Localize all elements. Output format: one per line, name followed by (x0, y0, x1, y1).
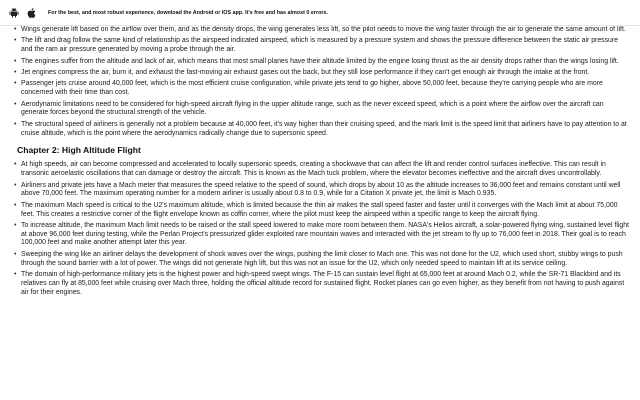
list-item: • The engines suffer from the altitude and lack of air, which means that most small planes have their altitude limited by the engine losing thrust as the air density drops rather than the wings losing lift. (14, 58, 630, 67)
list-item: • Jet engines compress the air, burn it, and exhaust the fast-moving air exhaust gases out the back, but they still lose performance if they can't get enough air through the intake at the front. (14, 69, 630, 78)
section2-bullet-list (14, 161, 630, 297)
list-item: • The domain of high-performance military jets is the highest power and high-speed swept wings. The F-15 can sustain level flight at 65,000 feet at around Mach 0.2, while the SR-71 Blackbird and its relatives can fly at 85,000 feet while cruising over Mach three, holding the official altitude record for sustained flight. Rocket planes can go even higher, as they benefit from not having to push against air for their engines. (14, 271, 630, 297)
list-item: • Airliners and private jets have a Mach meter that measures the speed relative to the speed of sound, which drops by about 10 as the altitude increases to 36,000 feet and remains constant until well above 70,000 feet. The maximum operating number for a modern airliner is usually about 0.8 to 0.9, while for a Citation X private jet, the limit is Mach 0.935. (14, 182, 630, 200)
list-item: • To increase altitude, the maximum Mach limit needs to be raised or the stall speed lowered to make more room between them. NASA's Helios aircraft, a solar-powered flying wing, sustained level flight at above 96,000 feet during testing, while the Perlan Project's pressurized glider exploited rare mountain waves and interacted with the jet stream to fly up to 76,000 feet in 2018. Their goal is to reach 100,000 feet and make another attempt later this year. (14, 222, 630, 248)
list-item: • The structural speed of airliners is generally not a problem because at 40,000 feet, it's way higher than their cruising speed, and the mark limit is the speed limit that airliners have to pay attention to at cruise altitude, which is the point where the aerodynamics radically change due to supersonic speed. (14, 121, 630, 139)
list-item: • The lift and drag follow the same kind of relationship as the airspeed indicated airspeed, which is measured by a pressure system and shows the pressure difference between the static air pressure and the ram air pressure generated by moving a probe through the air. (14, 37, 630, 55)
apple-icon[interactable] (26, 7, 38, 19)
list-item: • The maximum Mach speed is critical to the U2's maximum altitude, which is limited because the thin air makes the stall speed faster and faster until it converges with the Mach limit at about 75,000 feet. This creates a restrictive corner of the flight envelope known as coffin corner, where the pilot must keep the airspeed within a specific range to keep the aircraft flying. (14, 202, 630, 220)
list-item: • Sweeping the wing like an airliner delays the development of shock waves over the wings, pushing the limit closer to Mach one. This was not done for the U2, which used short, stubby wings to push through the sound barrier with a lot of power. The wings did not generate high lift, but this was not an issue for the U2, which only needed speed to maintain lift at its service ceiling. (14, 251, 630, 269)
list-item: • Wings generate lift based on the airflow over them, and as the density drops, the wing generates less lift, so the pilot needs to move the wing faster through the air to generate the same amount of lift. (14, 26, 630, 35)
list-item: • At high speeds, air can become compressed and accelerated to locally supersonic speeds, creating a shockwave that can affect the lift and render control surfaces ineffective. This can result in transonic aeroelastic oscillations that can damage or destroy the aircraft. This is known as the Mach tuck problem, where the elevator becomes ineffective and the aircraft dives uncontrollably. (14, 161, 630, 179)
section1-bullet-list (14, 26, 630, 138)
article-content (0, 26, 640, 400)
list-item: • Aerodynamic limitations need to be considered for high-speed aircraft flying in the upper altitude range, such as the never exceed speed, which is a point where the airflow over the aircraft can generate forces beyond the structural strength of the vehicle. (14, 101, 630, 119)
download-banner (0, 0, 640, 26)
banner-text: For the best, and most robust experience, download the Android or IOS app. It's free and has almost 0 errors. (48, 9, 328, 16)
android-icon[interactable] (8, 7, 20, 19)
chapter-heading: Chapter 2: High Altitude Flight (17, 145, 141, 156)
list-item: • Passenger jets cruise around 40,000 feet, which is the most efficient cruise configuration, while private jets tend to go higher, above 50,000 feet, because they're carrying people who are more concerned with their time than cost. (14, 80, 630, 98)
